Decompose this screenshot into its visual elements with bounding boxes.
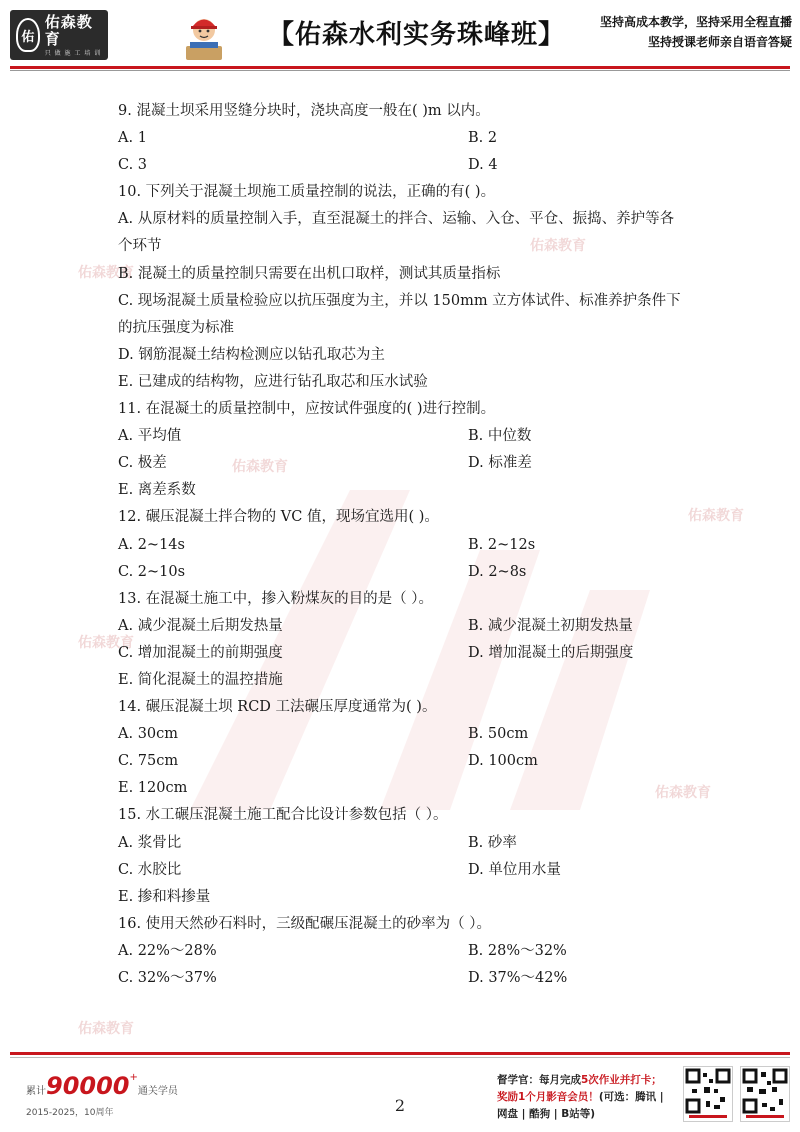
option-a: A. 减少混凝土后期发热量 xyxy=(118,617,283,634)
option-row xyxy=(118,721,688,748)
option-d: D. 钢筋混凝土结构检测应以钻孔取芯为主 xyxy=(118,346,385,363)
promo-text-part: (可选：腾讯 | xyxy=(598,1091,664,1103)
option-row xyxy=(118,857,688,884)
option-a: A. 平均值 xyxy=(118,428,182,445)
promo-line-1 xyxy=(497,1072,682,1089)
option-row xyxy=(118,938,688,965)
option-b: B. 2~12s xyxy=(468,536,536,553)
option-b: B. 28%～32% xyxy=(468,942,567,959)
option-a: A. 1 xyxy=(118,130,147,147)
promo-highlight: 5次作业并打卡； xyxy=(581,1074,662,1086)
header-divider xyxy=(10,66,790,69)
option-row xyxy=(118,559,688,586)
option-row xyxy=(118,965,688,992)
option-row xyxy=(118,152,688,179)
watermark-text: 佑森教育 xyxy=(78,265,134,281)
qr-code-icon xyxy=(740,1066,790,1122)
option-d: D. 2~8s xyxy=(468,563,527,580)
option-b: B. 混凝土的质量控制只需要在出机口取样，测试其质量指标 xyxy=(118,265,501,282)
question-list xyxy=(118,98,688,992)
option-row xyxy=(118,748,688,775)
logo-name: 佑森教育 xyxy=(44,12,93,48)
watermark-text: 佑森教育 xyxy=(688,508,744,524)
logo-slogan: 只 做 施 工 培 训 xyxy=(44,49,102,57)
qr-code-icon xyxy=(683,1066,733,1122)
watermark-text: 佑森教育 xyxy=(78,1021,134,1037)
promo-text xyxy=(497,1072,682,1123)
option-row xyxy=(118,125,688,152)
option-c: C. 现场混凝土质量检验应以抗压强度为主，并以 150mm 立方体试件、标准养护条件下的抗压强度为标准 xyxy=(118,292,681,336)
slogan-line-2: 坚持授课老师亲自语音答疑 xyxy=(647,35,792,49)
page-number: 2 xyxy=(394,1096,406,1115)
header-slogan xyxy=(552,12,792,52)
footer-divider xyxy=(10,1052,790,1055)
brand-logo xyxy=(10,10,108,60)
option-b: B. 减少混凝土初期发热量 xyxy=(468,617,633,634)
option-row xyxy=(118,532,688,559)
question-stem: 10. 下列关于混凝土坝施工质量控制的说法，正确的有( )。 xyxy=(118,184,496,201)
logo-text xyxy=(45,14,102,57)
question-stem: 14. 碾压混凝土坝 RCD 工法碾压厚度通常为( )。 xyxy=(118,699,437,716)
option-a: A. 22%～28% xyxy=(118,942,217,959)
option-b: B. 砂率 xyxy=(468,834,517,851)
anniversary-text: 2015-2025，10周年 xyxy=(26,1108,114,1118)
option-e: E. 掺和料掺量 xyxy=(118,888,211,905)
watermark-text: 佑森教育 xyxy=(655,785,711,801)
graduates-suffix: 通关学员 xyxy=(137,1086,178,1097)
mascot-icon xyxy=(176,8,232,64)
page-header xyxy=(0,0,800,72)
option-e: E. 120cm xyxy=(118,780,188,797)
promo-text-part: 督学官：每月完成 xyxy=(497,1074,581,1086)
option-c: C. 32%～37% xyxy=(118,970,217,986)
question-stem: 13. 在混凝土施工中，掺入粉煤灰的目的是（ ）。 xyxy=(118,590,434,607)
option-a: A. 浆骨比 xyxy=(118,834,182,851)
option-d: D. 4 xyxy=(468,157,498,174)
question-stem: 9. 混凝土坝采用竖缝分块时，浇块高度一般在( )m 以内。 xyxy=(118,103,490,119)
option-c: C. 3 xyxy=(118,157,148,174)
option-d: D. 标准差 xyxy=(468,455,532,472)
promo-line-2 xyxy=(497,1089,682,1106)
option-a: A. 从原材料的质量控制入手，直至混凝土的拌合、运输、入仓、平仓、振捣、养护等各个环节 xyxy=(118,211,675,255)
graduates-plus: + xyxy=(129,1072,138,1083)
option-b: B. 2 xyxy=(468,130,498,147)
footer-divider-thin xyxy=(10,1057,790,1058)
option-e: E. 简化混凝土的温控措施 xyxy=(118,671,283,688)
promo-line-3: 网盘 | 酷狗 | B站等) xyxy=(497,1108,596,1120)
option-row xyxy=(118,613,688,640)
option-c: C. 增加混凝土的前期强度 xyxy=(118,644,283,661)
option-e: E. 离差系数 xyxy=(118,482,196,499)
course-title: 【佑森水利实务珠峰班】 xyxy=(268,20,566,50)
option-c: C. 2~10s xyxy=(118,563,186,580)
option-b: B. 50cm xyxy=(468,726,529,743)
option-row xyxy=(118,830,688,857)
graduates-number: 90000 xyxy=(46,1072,130,1100)
watermark-text: 佑森教育 xyxy=(78,635,134,651)
graduates-prefix: 累计 xyxy=(26,1086,46,1097)
slogan-line-1: 坚持高成本教学，坚持采用全程直播 xyxy=(599,15,792,29)
option-row xyxy=(118,450,688,477)
watermark-text: 佑森教育 xyxy=(232,459,288,475)
option-a: A. 30cm xyxy=(118,726,179,743)
option-d: D. 增加混凝土的后期强度 xyxy=(468,644,634,661)
option-d: D. 37%～42% xyxy=(468,970,568,986)
option-d: D. 100cm xyxy=(468,753,538,770)
question-stem: 11. 在混凝土的质量控制中，应按试件强度的( )进行控制。 xyxy=(118,401,496,418)
option-e: E. 已建成的结构物，应进行钻孔取芯和压水试验 xyxy=(118,373,428,390)
logo-mark-icon: 佑 xyxy=(16,18,40,52)
option-c: C. 水胶比 xyxy=(118,861,182,878)
option-d: D. 单位用水量 xyxy=(468,861,561,878)
header-divider-thin xyxy=(10,70,790,71)
question-stem: 15. 水工碾压混凝土施工配合比设计参数包括（ ）。 xyxy=(118,807,448,824)
question-stem: 16. 使用天然砂石料时，三级配碾压混凝土的砂率为（ ）。 xyxy=(118,915,492,932)
option-row xyxy=(118,640,688,667)
option-c: C. 75cm xyxy=(118,753,179,770)
promo-highlight: 奖励1个月影音会员！ xyxy=(497,1091,599,1103)
option-b: B. 中位数 xyxy=(468,428,532,445)
watermark-text: 佑森教育 xyxy=(530,238,586,254)
option-row xyxy=(118,423,688,450)
question-stem: 12. 碾压混凝土拌合物的 VC 值，现场宜选用( )。 xyxy=(118,509,439,526)
option-c: C. 极差 xyxy=(118,455,167,472)
option-a: A. 2~14s xyxy=(118,536,185,553)
